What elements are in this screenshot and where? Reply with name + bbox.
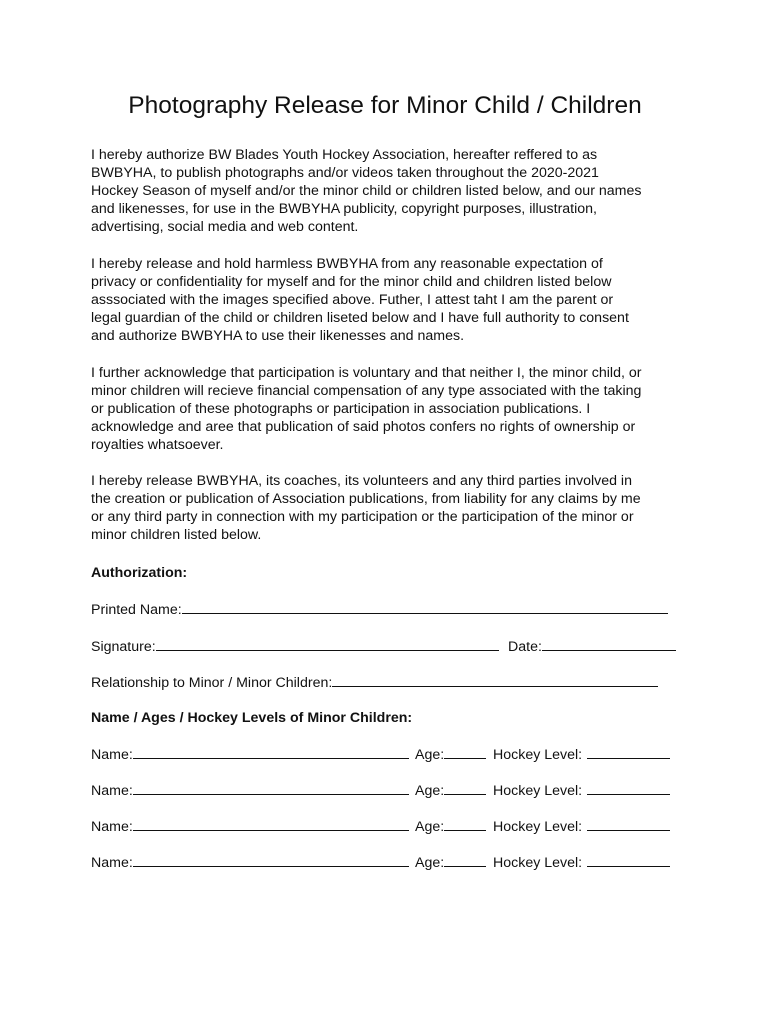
child-name-field[interactable]: [91, 781, 409, 800]
date-label: Date:: [508, 639, 542, 655]
text-line: Hockey Season of myself and/or the minor child or children listed below, and our names: [91, 183, 642, 200]
text-line: and authorize BWBYHA to use their likenesses and names.: [91, 328, 465, 345]
child-age-label: Age:: [415, 747, 445, 763]
child-name-label: Name:: [91, 747, 133, 763]
printed-name-label: Printed Name:: [91, 602, 182, 618]
signature-blank[interactable]: [156, 637, 499, 651]
child-name-field[interactable]: [91, 853, 409, 872]
child-age-field[interactable]: [415, 745, 486, 764]
child-name-label: Name:: [91, 855, 133, 871]
text-line: I hereby authorize BW Blades Youth Hockey Association, hereafter reffered to as: [91, 147, 598, 163]
child-age-blank[interactable]: [444, 781, 486, 795]
child-age-field[interactable]: [415, 817, 486, 836]
text-line: royalties whatsoever.: [91, 437, 224, 454]
child-name-label: Name:: [91, 819, 133, 835]
children-heading: Name / Ages / Hockey Levels of Minor Children:: [91, 710, 413, 726]
text-line: the creation or publication of Association publications, from liability for any claims by me: [91, 491, 641, 508]
child-level-field[interactable]: [493, 781, 670, 800]
child-age-label: Age:: [415, 855, 445, 871]
child-age-blank[interactable]: [444, 817, 486, 831]
signature-field[interactable]: [91, 637, 499, 656]
child-level-label: Hockey Level:: [493, 747, 583, 763]
text-line: BWBYHA, to publish photographs and/or videos taken throughout the 2020-2021: [91, 165, 599, 182]
text-line: privacy or confidentiality for myself and for the minor child and children listed below: [91, 274, 612, 291]
text-line: I hereby release BWBYHA, its coaches, its volunteers and any third parties involved in: [91, 473, 632, 489]
child-level-label: Hockey Level:: [493, 783, 583, 799]
child-age-label: Age:: [415, 819, 445, 835]
date-blank[interactable]: [542, 637, 676, 651]
text-line: legal guardian of the child or children liseted below and I have full authority to consent: [91, 310, 629, 327]
child-name-blank[interactable]: [133, 745, 409, 759]
release-paragraph: [91, 255, 691, 345]
text-line: or any third party in connection with my participation or the participation of the minor or: [91, 509, 634, 526]
relationship-blank[interactable]: [332, 673, 658, 687]
relationship-field[interactable]: [91, 673, 658, 692]
child-age-blank[interactable]: [444, 853, 486, 867]
child-age-label: Age:: [415, 783, 445, 799]
child-level-blank[interactable]: [587, 781, 670, 795]
printed-name-blank[interactable]: [182, 600, 668, 614]
child-level-label: Hockey Level:: [493, 855, 583, 871]
text-line: I further acknowledge that participation is voluntary and that neither I, the minor child, or: [91, 365, 642, 381]
child-name-label: Name:: [91, 783, 133, 799]
child-level-label: Hockey Level:: [493, 819, 583, 835]
child-name-field[interactable]: [91, 745, 409, 764]
text-line: minor children listed below.: [91, 527, 262, 544]
child-level-blank[interactable]: [587, 745, 670, 759]
text-line: acknowledge and aree that publication of said photos confers no rights of ownership or: [91, 419, 636, 436]
child-name-blank[interactable]: [133, 817, 409, 831]
child-level-blank[interactable]: [587, 817, 670, 831]
text-line: I hereby release and hold harmless BWBYHA from any reasonable expectation of: [91, 256, 603, 272]
liability-paragraph: [91, 472, 691, 544]
child-age-field[interactable]: [415, 781, 486, 800]
child-age-field[interactable]: [415, 853, 486, 872]
acknowledgement-paragraph: [91, 364, 691, 454]
child-age-blank[interactable]: [444, 745, 486, 759]
relationship-label: Relationship to Minor / Minor Children:: [91, 675, 333, 691]
child-name-blank[interactable]: [133, 781, 409, 795]
child-level-field[interactable]: [493, 853, 670, 872]
text-line: minor children will recieve financial compensation of any type associated with the taking: [91, 383, 642, 400]
text-line: asssociated with the images specified above. Futher, I attest taht I am the parent or: [91, 292, 614, 309]
authorization-paragraph: [91, 146, 691, 236]
printed-name-field[interactable]: [91, 600, 668, 619]
child-level-blank[interactable]: [587, 853, 670, 867]
text-line: advertising, social media and web content.: [91, 219, 359, 236]
text-line: or publication of these photographs or participation in association publications. I: [91, 401, 591, 418]
child-name-blank[interactable]: [133, 853, 409, 867]
authorization-heading: Authorization:: [91, 565, 188, 581]
child-level-field[interactable]: [493, 817, 670, 836]
child-name-field[interactable]: [91, 817, 409, 836]
signature-label: Signature:: [91, 639, 156, 655]
date-field[interactable]: [508, 637, 676, 656]
child-level-field[interactable]: [493, 745, 670, 764]
page-title: Photography Release for Minor Child / Children: [128, 92, 642, 119]
text-line: and likenesses, for use in the BWBYHA publicity, copyright purposes, illustration,: [91, 201, 598, 218]
